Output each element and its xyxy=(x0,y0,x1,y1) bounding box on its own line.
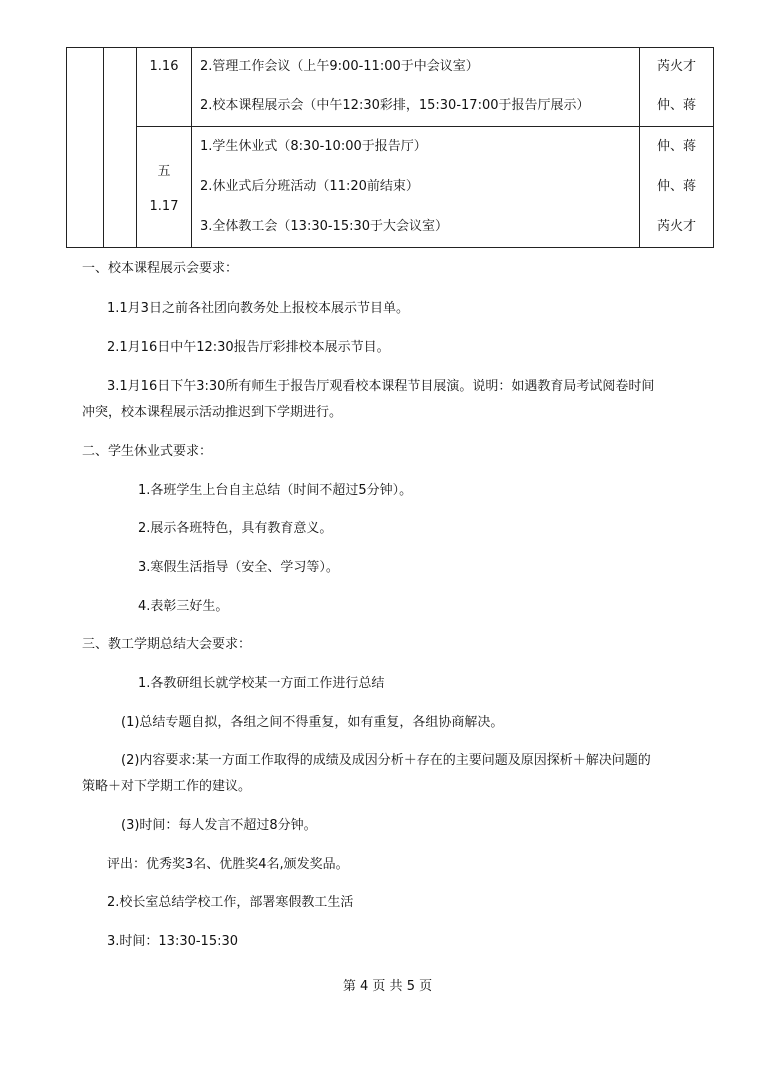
schedule-table xyxy=(66,47,714,248)
list-item: 3.1月16日下午3:30所有师生于报告厅观看校本课程节目展演。说明：如遇教育局考试阅卷时间 xyxy=(107,379,655,394)
list-item: 2.1月16日中午12:30报告厅彩排校本展示节目。 xyxy=(107,340,390,355)
items-cell xyxy=(192,127,640,248)
list-item: (2)内容要求:某一方面工作取得的成绩及成因分析＋存在的主要问题及原因探析＋解决问题的 xyxy=(121,753,651,768)
schedule-item: 1.学生休业式（8:30-10:00于报告厅） xyxy=(200,139,427,154)
date-text: 1.17 xyxy=(149,199,179,214)
date-cell xyxy=(137,48,192,127)
list-item: 1.1月3日之前各社团向教务处上报校本展示节目单。 xyxy=(107,301,409,316)
list-item: (3)时间：每人发言不超过8分钟。 xyxy=(121,818,317,833)
list-item: 1.各班学生上台自主总结（时间不超过5分钟）。 xyxy=(138,483,413,498)
list-item: 3.时间：13:30-15:30 xyxy=(107,934,239,949)
table-cell-empty xyxy=(104,48,137,248)
table-row xyxy=(67,127,714,248)
table-row xyxy=(67,48,714,127)
list-item: 4.表彰三好生。 xyxy=(138,599,229,614)
section-heading: 三、教工学期总结大会要求： xyxy=(82,637,252,652)
date-cell xyxy=(137,127,192,248)
weekday-text: 五 xyxy=(157,164,171,179)
responsible-cell xyxy=(640,127,714,248)
list-item: 策略＋对下学期工作的建议。 xyxy=(82,779,252,794)
list-item: 2.展示各班特色，具有教育意义。 xyxy=(138,521,333,536)
responsible-person: 仲、蒋 xyxy=(656,179,696,194)
list-item: 评出：优秀奖3名、优胜奖4名,颁发奖品。 xyxy=(107,857,349,872)
items-cell xyxy=(192,48,640,127)
schedule-item: 2.校本课程展示会（中午12:30彩排，15:30-17:00于报告厅展示） xyxy=(200,98,590,113)
section-heading: 二、学生休业式要求： xyxy=(82,444,213,459)
date-text: 1.16 xyxy=(149,59,179,74)
list-item: 1.各教研组长就学校某一方面工作进行总结 xyxy=(138,676,385,691)
list-item: 冲突，校本课程展示活动推迟到下学期进行。 xyxy=(82,405,343,420)
table-cell-empty xyxy=(67,48,104,248)
schedule-item: 3.全体教工会（13:30-15:30于大会议室） xyxy=(200,219,449,234)
responsible-person: 仲、蒋 xyxy=(656,98,696,113)
responsible-person: 仲、蒋 xyxy=(656,139,696,154)
responsible-cell xyxy=(640,48,714,127)
section-heading: 一、校本课程展示会要求： xyxy=(82,261,239,276)
list-item: (1)总结专题自拟，各组之间不得重复，如有重复，各组协商解决。 xyxy=(121,715,504,730)
list-item: 2.校长室总结学校工作，部署寒假教工生活 xyxy=(107,895,354,910)
list-item: 3.寒假生活指导（安全、学习等）。 xyxy=(138,560,339,575)
responsible-person: 芮火才 xyxy=(656,59,696,74)
schedule-item: 2.休业式后分班活动（11:20前结束） xyxy=(200,179,419,194)
page-footer: 第 4 页 共 5 页 xyxy=(342,979,433,994)
schedule-item: 2.管理工作会议（上午9:00-11:00于中会议室） xyxy=(200,59,479,74)
responsible-person: 芮火才 xyxy=(656,219,696,234)
